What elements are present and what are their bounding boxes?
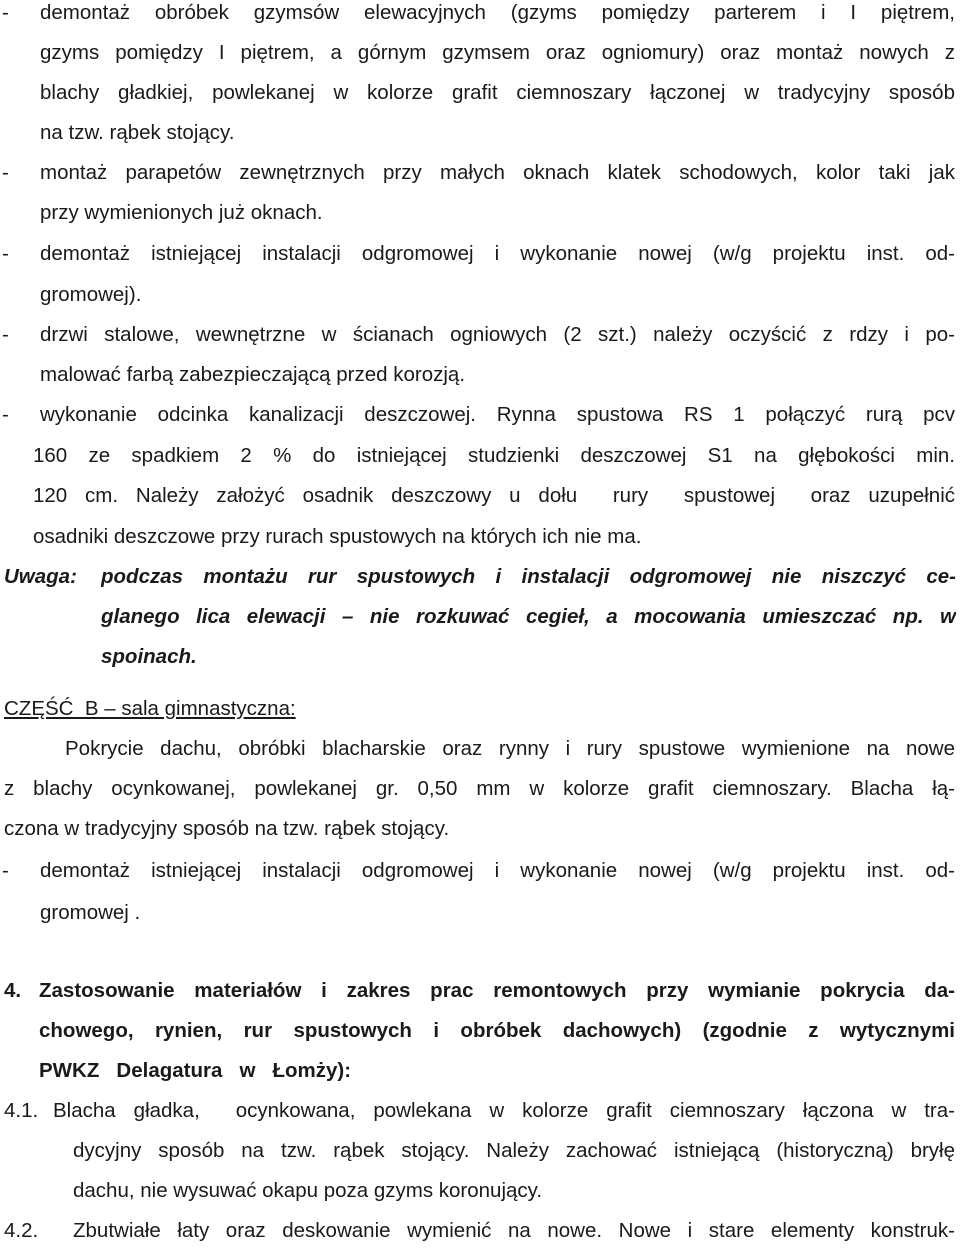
list-item — [0, 0, 960, 40]
text-line: Pokrycie dachu, obróbki blacharskie oraz rynny i rury spustowe wymienione na nowe — [65, 737, 955, 760]
text-line-row — [0, 120, 960, 160]
text-line-row — [0, 80, 960, 120]
list-item — [0, 402, 960, 442]
text-line: wykonanie odcinka kanalizacji deszczowej. Rynna spustowa RS 1 połączyć rurą pcv — [40, 403, 955, 426]
bullet-dash: - — [2, 161, 9, 184]
note-label: Uwaga: — [4, 565, 77, 588]
item-number: 4.1. — [4, 1099, 39, 1122]
text-line: demontaż istniejącej instalacji odgromowej i wykonanie nowej (w/g projektu inst. od- — [40, 859, 955, 882]
text-line: malować farbą zabezpieczającą przed korozją. — [40, 363, 466, 386]
numbered-heading — [0, 978, 960, 1018]
bullet-dash: - — [2, 403, 9, 426]
text-line-row — [0, 816, 960, 856]
text-line: dycyjny sposób na tzw. rąbek stojący. Należy zachować istniejącą (historyczną) bryłę — [73, 1139, 955, 1162]
text-line-row — [0, 40, 960, 80]
text-line-row — [0, 736, 960, 776]
numbered-item — [0, 1218, 960, 1258]
bullet-dash: - — [2, 859, 9, 882]
text-line-row — [0, 524, 960, 564]
text-line: blachy gładkiej, powlekanej w kolorze grafit ciemnoszary łączonej w tradycyjny sposób — [40, 81, 955, 104]
heading-text: Zastosowanie materiałów i zakres prac remontowych przy wymianie pokrycia da- — [39, 979, 955, 1002]
text-line-row — [0, 200, 960, 240]
text-line: na tzw. rąbek stojący. — [40, 121, 235, 144]
bullet-dash: - — [2, 323, 9, 346]
bullet-dash: - — [2, 1, 9, 24]
section-heading — [0, 696, 960, 736]
text-line: gzyms pomiędzy I piętrem, a górnym gzymsem oraz ogniomury) oraz montaż nowych z — [40, 41, 955, 64]
text-line-row — [0, 282, 960, 322]
section-number: 4. — [4, 979, 22, 1002]
text-line-row — [0, 443, 960, 483]
text-line: czona w tradycyjny sposób na tzw. rąbek stojący. — [4, 817, 450, 840]
text-line-row — [0, 362, 960, 402]
text-line-row — [0, 1018, 960, 1058]
part-b-heading: CZĘŚĆ B – sala gimnastyczna: — [4, 697, 296, 720]
text-line: osadniki deszczowe przy rurach spustowych na których ich nie ma. — [33, 525, 642, 548]
text-line-row — [0, 604, 960, 644]
text-line-row — [0, 644, 960, 684]
note-text: podczas montażu rur spustowych i instalacji odgromowej nie niszczyć ce- — [101, 565, 956, 588]
text-line-row — [0, 900, 960, 940]
list-item — [0, 858, 960, 898]
text-line-row — [0, 776, 960, 816]
text-line: Blacha gładka, ocynkowana, powlekana w kolorze grafit ciemnoszary łączona w tra- — [53, 1099, 955, 1122]
text-line-row — [0, 1138, 960, 1178]
numbered-item — [0, 1098, 960, 1138]
heading-text: chowego, rynien, rur spustowych i obróbek dachowych) (zgodnie z wytycznymi — [39, 1019, 955, 1042]
text-line: gromowej . — [40, 901, 141, 924]
text-line: gromowej). — [40, 283, 142, 306]
note-text: spoinach. — [101, 645, 197, 668]
bullet-dash: - — [2, 242, 9, 265]
text-line: 160 ze spadkiem 2 % do istniejącej studzienki deszczowej S1 na głębokości min. — [33, 444, 955, 467]
heading-text: PWKZ Delagatura w Łomży): — [39, 1059, 352, 1082]
text-line: drzwi stalowe, wewnętrzne w ścianach ogniowych (2 szt.) należy oczyścić z rdzy i po- — [40, 323, 955, 346]
list-item — [0, 322, 960, 362]
note — [0, 564, 960, 604]
text-line-row — [0, 483, 960, 523]
list-item — [0, 241, 960, 281]
text-line: demontaż istniejącej instalacji odgromowej i wykonanie nowej (w/g projektu inst. od- — [40, 242, 955, 265]
list-item — [0, 160, 960, 200]
text-line: przy wymienionych już oknach. — [40, 201, 323, 224]
note-text: glanego lica elewacji – nie rozkuwać cegieł, a mocowania umieszczać np. w — [101, 605, 956, 628]
text-line: Zbutwiałe łaty oraz deskowanie wymienić na nowe. Nowe i stare elementy konstruk- — [73, 1219, 955, 1242]
item-number: 4.2. — [4, 1219, 39, 1242]
text-line: z blachy ocynkowanej, powlekanej gr. 0,50 mm w kolorze grafit ciemnoszary. Blacha łą- — [4, 777, 955, 800]
text-line: 120 cm. Należy założyć osadnik deszczowy u dołu rury spustowej oraz uzupełnić — [33, 484, 955, 507]
text-line: demontaż obróbek gzymsów elewacyjnych (gzyms pomiędzy parterem i I piętrem, — [40, 1, 955, 24]
text-line-row — [0, 1178, 960, 1218]
text-line: montaż parapetów zewnętrznych przy małych oknach klatek schodowych, kolor taki jak — [40, 161, 955, 184]
text-line-row — [0, 1058, 960, 1098]
text-line: dachu, nie wysuwać okapu poza gzyms koronujący. — [73, 1179, 543, 1202]
